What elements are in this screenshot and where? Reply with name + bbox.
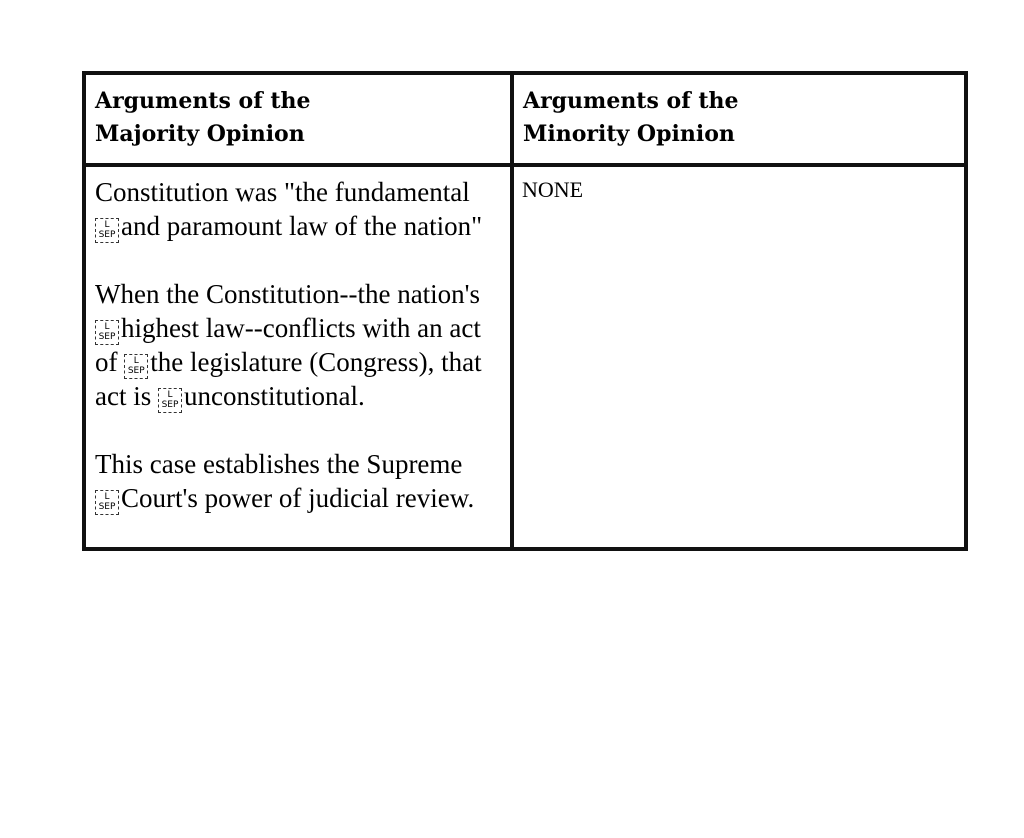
line-separator-icon	[95, 490, 119, 515]
argument-line	[95, 447, 510, 481]
argument-line	[95, 379, 510, 413]
argument-text: and paramount law of the nation"	[121, 211, 483, 241]
majority-header-cell	[84, 73, 512, 165]
majority-header-line: Majority Opinion	[95, 121, 305, 147]
header-row	[84, 73, 966, 165]
majority-header	[86, 75, 510, 151]
argument-line	[95, 345, 510, 379]
argument-line	[95, 277, 510, 311]
minority-arguments-cell	[512, 165, 966, 549]
argument-text: unconstitutional.	[183, 381, 365, 411]
argument-line	[95, 311, 510, 345]
argument-text: highest law--conflicts with an act	[121, 313, 481, 343]
separator-glyph-bottom: SEP	[98, 230, 116, 240]
line-separator-icon	[124, 354, 148, 379]
separator-glyph-bottom: SEP	[98, 502, 116, 512]
line-separator-icon	[158, 388, 182, 413]
separator-glyph-top: L	[104, 322, 110, 332]
separator-glyph-bottom: SEP	[161, 400, 179, 410]
line-prefix: of	[95, 347, 125, 377]
line-prefix: act is	[95, 381, 158, 411]
argument-text: the legislature (Congress), that	[150, 347, 482, 377]
argument-text: This case establishes the Supreme	[95, 449, 463, 479]
argument-text: When the Constitution--the nation's	[95, 279, 481, 309]
line-separator-icon	[95, 218, 119, 243]
majority-arguments	[86, 167, 510, 515]
line-separator-icon	[95, 320, 119, 345]
opinions-table	[82, 71, 968, 551]
minority-arguments: NONE	[522, 177, 584, 202]
argument-text: Court's power of judicial review.	[121, 483, 475, 513]
body-row	[84, 165, 966, 549]
separator-glyph-top: L	[167, 390, 173, 400]
minority-header-cell	[512, 73, 966, 165]
minority-header-line: Minority Opinion	[523, 121, 735, 147]
minority-header	[514, 75, 964, 151]
separator-glyph-top: L	[104, 220, 110, 230]
argument-paragraph	[95, 447, 510, 515]
majority-header-line: Arguments of the	[95, 88, 311, 114]
argument-text: Constitution was "the fundamental	[95, 177, 470, 207]
separator-glyph-top: L	[104, 492, 110, 502]
separator-glyph-bottom: SEP	[127, 366, 145, 376]
majority-arguments-cell	[84, 165, 512, 549]
separator-glyph-top: L	[133, 356, 139, 366]
separator-glyph-bottom: SEP	[98, 332, 116, 342]
argument-line	[95, 481, 510, 515]
argument-line	[95, 209, 510, 243]
argument-line	[95, 175, 510, 209]
argument-paragraph	[95, 277, 510, 413]
argument-paragraph	[95, 175, 510, 243]
minority-header-line: Arguments of the	[523, 88, 739, 114]
